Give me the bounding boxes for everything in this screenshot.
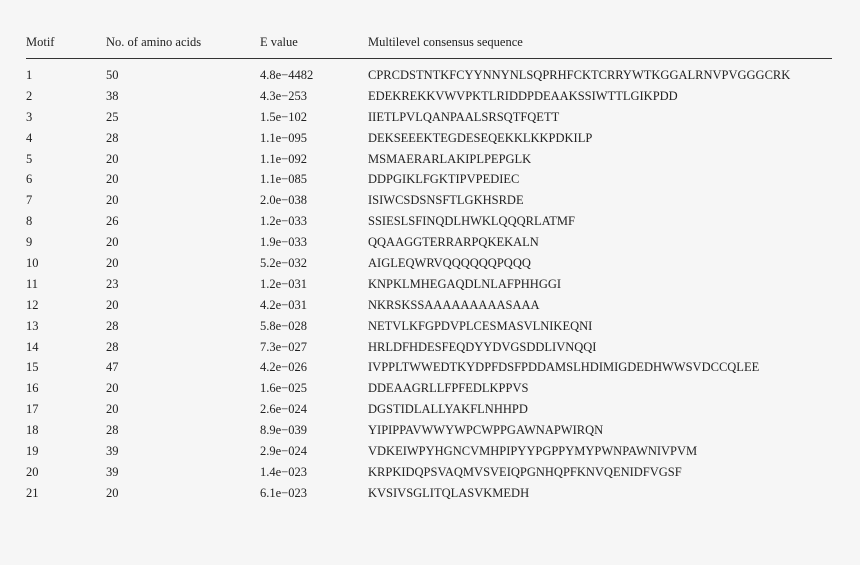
cell-amino-acids: 20 <box>106 485 119 500</box>
cell-amino-acids: 20 <box>106 235 119 250</box>
cell-e-value: 1.5e−102 <box>260 109 307 124</box>
table-row <box>26 86 832 107</box>
cell-e-value: 8.9e−039 <box>260 423 307 438</box>
cell-consensus-sequence: SSIESLSFINQDLHWKLQQQRLATMF <box>368 214 575 229</box>
cell-consensus-sequence: DDEAAGRLLFPFEDLKPPVS <box>368 381 529 396</box>
cell-amino-acids: 50 <box>106 67 119 82</box>
table-row <box>26 211 832 232</box>
cell-consensus-sequence: NETVLKFGPDVPLCESMASVLNIKEQNI <box>368 318 593 333</box>
cell-consensus-sequence: HRLDFHDESFEQDYYDVGSDDLIVNQQI <box>368 339 597 354</box>
header-consensus-sequence: Multilevel consensus sequence <box>368 34 832 59</box>
motif-table-container <box>26 34 832 504</box>
cell-consensus-sequence: QQAAGGTERRARPQKEKALN <box>368 235 539 250</box>
cell-motif: 7 <box>26 193 33 208</box>
cell-amino-acids: 20 <box>106 381 119 396</box>
cell-amino-acids: 26 <box>106 214 119 229</box>
cell-motif: 9 <box>26 235 33 250</box>
cell-motif: 18 <box>26 423 39 438</box>
header-e-value: E value <box>260 34 368 59</box>
cell-consensus-sequence: KRPKIDQPSVAQMVSVEIQPGNHQPFKNVQENIDFVGSF <box>368 464 682 479</box>
table-row <box>26 107 832 128</box>
cell-e-value: 4.2e−026 <box>260 360 307 375</box>
cell-consensus-sequence: KVSIVSGLITQLASVKMEDH <box>368 485 530 500</box>
table-row <box>26 295 832 316</box>
cell-amino-acids: 28 <box>106 423 119 438</box>
cell-amino-acids: 28 <box>106 339 119 354</box>
cell-consensus-sequence: NKRSKSSAAAAAAAAASAAA <box>368 297 540 312</box>
cell-consensus-sequence: KNPKLMHEGAQDLNLAFPHHGGI <box>368 276 562 291</box>
cell-amino-acids: 28 <box>106 318 119 333</box>
cell-e-value: 5.2e−032 <box>260 255 307 270</box>
table-row <box>26 190 832 211</box>
cell-e-value: 1.1e−085 <box>260 172 307 187</box>
cell-motif: 16 <box>26 381 39 396</box>
cell-e-value: 5.8e−028 <box>260 318 307 333</box>
cell-consensus-sequence: DEKSEEEKTEGDESEQEKKLKKPDKILP <box>368 130 593 145</box>
cell-amino-acids: 20 <box>106 402 119 417</box>
cell-consensus-sequence: DDPGIKLFGKTIPVPEDIEC <box>368 172 520 187</box>
table-row <box>26 462 832 483</box>
cell-e-value: 2.0e−038 <box>260 193 307 208</box>
cell-e-value: 1.2e−031 <box>260 276 307 291</box>
table-header-row <box>26 34 832 59</box>
cell-consensus-sequence: YIPIPPAVWWYWPCWPPGAWNAPWIRQN <box>368 423 604 438</box>
cell-amino-acids: 38 <box>106 88 119 103</box>
cell-motif: 21 <box>26 485 39 500</box>
table-row <box>26 378 832 399</box>
cell-amino-acids: 28 <box>106 130 119 145</box>
cell-motif: 5 <box>26 151 33 166</box>
cell-motif: 1 <box>26 67 33 82</box>
cell-e-value: 2.9e−024 <box>260 443 307 458</box>
cell-motif: 15 <box>26 360 39 375</box>
table-row <box>26 253 832 274</box>
cell-motif: 11 <box>26 276 39 291</box>
cell-e-value: 2.6e−024 <box>260 402 307 417</box>
cell-motif: 6 <box>26 172 33 187</box>
header-amino-acids: No. of amino acids <box>106 34 260 59</box>
cell-motif: 17 <box>26 402 39 417</box>
cell-amino-acids: 25 <box>106 109 119 124</box>
cell-motif: 14 <box>26 339 39 354</box>
cell-e-value: 1.2e−033 <box>260 214 307 229</box>
cell-amino-acids: 23 <box>106 276 119 291</box>
cell-amino-acids: 20 <box>106 255 119 270</box>
cell-motif: 4 <box>26 130 33 145</box>
table-row <box>26 149 832 170</box>
cell-motif: 12 <box>26 297 39 312</box>
table-row <box>26 169 832 190</box>
cell-consensus-sequence: MSMAERARLAKIPLPEPGLK <box>368 151 532 166</box>
cell-e-value: 1.9e−033 <box>260 235 307 250</box>
cell-consensus-sequence: IVPPLTWWEDTKYDPFDSFPDDAMSLHDIMIGDEDHWWSVDCCQLEE <box>368 360 760 375</box>
cell-amino-acids: 20 <box>106 193 119 208</box>
cell-consensus-sequence: EDEKREKKVWVPKTLRIDDPDEAAKSSIWTTLGIKPDD <box>368 88 678 103</box>
cell-motif: 10 <box>26 255 39 270</box>
cell-e-value: 4.8e−4482 <box>260 67 314 82</box>
cell-e-value: 4.3e−253 <box>260 88 307 103</box>
table-row <box>26 59 832 86</box>
table-body <box>26 59 832 504</box>
table-row <box>26 316 832 337</box>
cell-e-value: 1.1e−095 <box>260 130 307 145</box>
cell-motif: 8 <box>26 214 33 229</box>
table-row <box>26 399 832 420</box>
cell-e-value: 7.3e−027 <box>260 339 307 354</box>
table-row <box>26 441 832 462</box>
cell-consensus-sequence: AIGLEQWRVQQQQQQPQQQ <box>368 255 531 270</box>
cell-consensus-sequence: ISIWCSDSNSFTLGKHSRDE <box>368 193 524 208</box>
cell-amino-acids: 20 <box>106 172 119 187</box>
cell-amino-acids: 39 <box>106 443 119 458</box>
cell-consensus-sequence: DGSTIDLALLYAKFLNHHPD <box>368 402 528 417</box>
cell-amino-acids: 20 <box>106 297 119 312</box>
cell-motif: 13 <box>26 318 39 333</box>
cell-motif: 2 <box>26 88 33 103</box>
motif-table <box>26 34 832 504</box>
cell-consensus-sequence: IIETLPVLQANPAALSRSQTFQETT <box>368 109 560 124</box>
table-row <box>26 357 832 378</box>
cell-e-value: 1.1e−092 <box>260 151 307 166</box>
table-row <box>26 274 832 295</box>
cell-motif: 20 <box>26 464 39 479</box>
cell-e-value: 4.2e−031 <box>260 297 307 312</box>
table-row <box>26 483 832 504</box>
cell-amino-acids: 39 <box>106 464 119 479</box>
table-row <box>26 232 832 253</box>
cell-consensus-sequence: CPRCDSTNTKFCYYNNYNLSQPRHFCKTCRRYWTKGGALRNVPVGGGCRK <box>368 67 791 82</box>
cell-amino-acids: 20 <box>106 151 119 166</box>
cell-e-value: 6.1e−023 <box>260 485 307 500</box>
cell-amino-acids: 47 <box>106 360 119 375</box>
header-motif: Motif <box>26 34 106 59</box>
cell-e-value: 1.4e−023 <box>260 464 307 479</box>
table-row <box>26 128 832 149</box>
cell-e-value: 1.6e−025 <box>260 381 307 396</box>
cell-motif: 19 <box>26 443 39 458</box>
table-row <box>26 420 832 441</box>
table-row <box>26 337 832 358</box>
cell-motif: 3 <box>26 109 33 124</box>
cell-consensus-sequence: VDKEIWPYHGNCVMHPIPYYPGPPYMYPWNPAWNIVPVM <box>368 443 698 458</box>
